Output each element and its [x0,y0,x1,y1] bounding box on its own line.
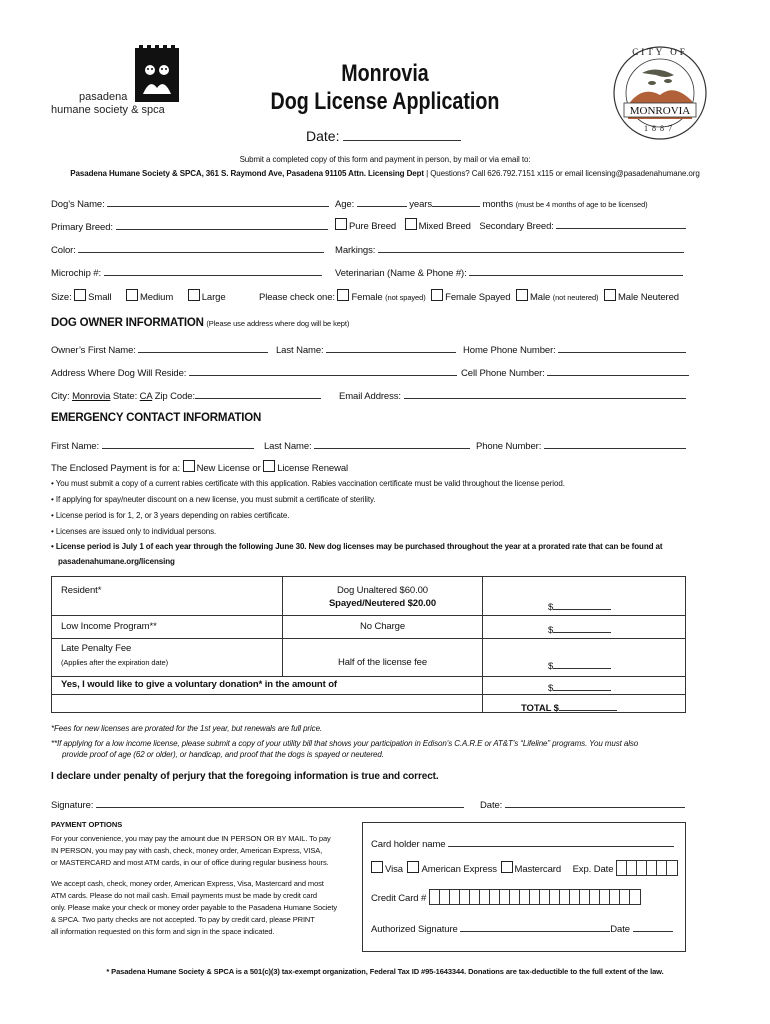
submit-instructions: Submit a completed copy of this form and payment in person, by mail or via email to: [239,155,531,164]
new-license-label: New License or [196,463,261,474]
signature-date-field[interactable] [505,796,685,808]
late-fee-note: (Applies after the expiration date) [61,658,168,667]
male-neutered-label: Male Neutered [617,292,679,303]
size-small-label: Small [88,292,112,303]
seal-name: MONROVIA [629,105,691,117]
seal-top-text: CITY OF [632,47,688,57]
org-name-line2: humane society & spca [51,104,165,116]
bullet-item: • If applying for spay/neuter discount on a new license, you must submit a certificate of sterility. [51,495,376,504]
months-note: (must be 4 months of age to be licensed) [515,200,648,209]
pure-breed-checkbox[interactable] [335,218,347,230]
secondary-breed-field[interactable] [556,217,686,229]
unaltered-fee: Dog Unaltered $60.00 [337,585,428,596]
renewal-checkbox[interactable] [263,460,275,472]
emergency-first-name-field[interactable] [102,437,254,449]
state-value: CA [139,391,153,402]
not-spayed-note: (not spayed) [385,293,426,302]
fees-note: *Fees for new licenses are prorated for the 1st year, but renewals are full price. [51,724,323,733]
male-label: Male [529,292,551,303]
fee-table [51,576,686,713]
microchip-field[interactable] [104,264,322,276]
city-value: Monrovia [72,391,111,402]
zip-label: Zip Code: [154,391,195,402]
page-title: Dog License Application [270,88,500,115]
emergency-phone-label: Phone Number: [476,441,542,452]
male-checkbox[interactable] [516,289,528,301]
owner-heading-note: (Please use address where dog will be kept) [206,319,350,328]
emergency-phone-field[interactable] [544,437,686,449]
dollar-sign: $ [548,661,554,672]
size-large-label: Large [201,292,226,303]
markings-field[interactable] [378,241,684,253]
late-amount-field[interactable] [553,657,611,669]
card-holder-label: Card holder name [371,839,446,850]
credit-card-field[interactable] [429,889,641,905]
seal-year: 1887 [644,124,676,133]
authorized-signature-field[interactable] [460,920,610,932]
signature-date-label: Date: [480,800,503,811]
total-label: TOTAL $ [521,703,559,714]
amex-checkbox[interactable] [407,861,419,873]
address-field[interactable] [189,364,457,376]
cell-phone-field[interactable] [547,364,689,376]
authorized-signature-label: Authorized Signature [371,924,458,935]
signature-label: Signature: [51,800,94,811]
emergency-section-heading: EMERGENCY CONTACT INFORMATION [51,412,262,424]
bullet-item: • License period is for 1, 2, or 3 years depending on rabies certificate. [51,511,290,520]
city-label: City: [51,391,70,402]
resident-amount-field[interactable] [553,598,611,610]
mastercard-label: Mastercard [514,864,562,875]
payment-text-line: ATM cards. Please do not mail cash. Email payments must be made by credit card [51,891,317,900]
exp-date-field[interactable] [616,860,678,876]
dog-name-label: Dog’s Name: [51,199,105,210]
payment-options-heading: PAYMENT OPTIONS [51,820,123,829]
org-name-line1: pasadena [79,91,128,103]
payment-for-label: The Enclosed Payment is for a: [51,463,181,474]
primary-breed-field[interactable] [116,218,328,230]
low-income-note-line1: **If applying for a low income license, please submit a copy of your utility bill that shows your participation in Edison’s C.A.R.E or AT&T’s “Lifeline” programs. You must also [51,739,639,748]
questions-contact: Questions? Call 626.792.7151 x115 or email licensing@pasadenahumane.org [430,169,700,178]
payment-text-line: & SPCA. Two party checks are not accepted. To pay by credit card, please PRINT [51,915,315,924]
credit-card-label: Credit Card # [371,893,427,904]
credit-card-box [362,822,686,952]
years-label: years [409,199,432,210]
amex-label: American Express [421,864,497,875]
bullet-item-bold: • License period is July 1 of each year through the following June 30. New dog licenses may be purchased throughout the year at a prorated rate that can be found at [51,542,663,551]
title-line1: Monrovia [341,60,429,87]
cell-phone-label: Cell Phone Number: [461,368,545,379]
secondary-breed-label: Secondary Breed: [479,221,554,232]
color-label: Color: [51,245,76,256]
months-label: months [482,199,514,210]
pure-breed-label: Pure Breed [349,221,397,232]
emergency-first-name-label: First Name: [51,441,99,452]
owner-last-name-field[interactable] [326,341,456,353]
female-spayed-label: Female Spayed [445,292,511,303]
no-charge-label: No Charge [359,621,406,632]
submit-address: Pasadena Humane Society & SPCA, 361 S. Raymond Ave, Pasadena 91105 Attn. Licensing Dept [70,169,424,178]
owner-first-name-label: Owner’s First Name: [51,345,136,356]
dollar-sign: $ [548,602,554,613]
payment-text-line: For your convenience, you may pay the amount due IN PERSON OR BY MAIL. To pay [51,834,331,843]
mixed-breed-checkbox[interactable] [405,218,417,230]
age-label: Age: [335,199,355,210]
resident-label: Resident* [61,585,102,596]
auth-date-label: Date [610,924,630,935]
size-medium-checkbox[interactable] [126,289,138,301]
visa-checkbox[interactable] [371,861,383,873]
size-medium-label: Medium [139,292,174,303]
licensing-url: pasadenahumane.org/licensing [58,557,175,566]
donation-amount-field[interactable] [553,679,611,691]
visa-label: Visa [385,864,403,875]
payment-text-line: We accept cash, check, money order, American Express, Visa, Mastercard and most [51,879,324,888]
perjury-declaration: I declare under penalty of perjury that the foregoing information is true and correct. [51,771,439,782]
dog-name-field[interactable] [107,195,329,207]
owner-last-name-label: Last Name: [276,345,324,356]
half-fee-label: Half of the license fee [337,657,428,668]
tax-exempt-footer: * Pasadena Humane Society & SPCA is a 501(c)(3) tax-exempt organization, Federal Tax ID #95-1643344. Donations are tax-deductible to the full extent of the law. [106,967,664,976]
payment-text-line: IN PERSON, you may pay with cash, check, money order, American Express, VISA, [51,846,323,855]
zip-field[interactable] [195,387,321,399]
date-label: Date: [306,128,340,144]
home-phone-label: Home Phone Number: [463,345,556,356]
mastercard-checkbox[interactable] [501,861,513,873]
dollar-sign: $ [548,625,554,636]
emergency-last-name-label: Last Name: [264,441,312,452]
owner-first-name-field[interactable] [138,341,268,353]
email-field[interactable] [404,387,686,399]
age-months-field[interactable] [432,195,480,207]
auth-date-field[interactable] [633,920,673,932]
female-spayed-checkbox[interactable] [431,289,443,301]
email-label: Email Address: [339,391,401,402]
vet-label: Veterinarian (Name & Phone #): [335,268,467,279]
address-label: Address Where Dog Will Reside: [51,368,187,379]
microchip-label: Microchip #: [51,268,102,279]
low-income-label: Low Income Program** [61,621,157,632]
size-small-checkbox[interactable] [74,289,86,301]
donation-label: Yes, I would like to give a voluntary donation* in the amount of [61,679,337,690]
header-date-field[interactable] [343,129,461,141]
mixed-breed-label: Mixed Breed [418,221,471,232]
low-income-note-line2: provide proof of age (62 or older), or handicap, and proof that the dogs is spayed or neutered. [62,750,384,759]
bullet-item: • You must submit a copy of a current rabies certificate with this application. Rabies vaccination certificate must be valid throughout the license period. [51,479,565,488]
not-neutered-note: (not neutered) [552,293,599,302]
new-license-checkbox[interactable] [183,460,195,472]
total-amount-field[interactable] [559,699,617,711]
payment-text-line: only. Please make your check or money order payable to the Pasadena Humane Society [51,903,337,912]
check-one-label: Please check one: [259,292,335,303]
color-field[interactable] [78,241,324,253]
size-large-checkbox[interactable] [188,289,200,301]
male-neutered-checkbox[interactable] [604,289,616,301]
signature-field[interactable] [96,796,464,808]
card-holder-field[interactable] [448,835,674,847]
spayed-fee: Spayed/Neutered $20.00 [328,598,437,609]
late-fee-label: Late Penalty Fee [61,643,132,654]
low-income-amount-field[interactable] [553,621,611,633]
renewal-label: License Renewal [277,463,349,474]
emergency-last-name-field[interactable] [314,437,470,449]
vet-field[interactable] [469,264,683,276]
female-checkbox[interactable] [337,289,349,301]
exp-date-label: Exp. Date [572,864,614,875]
bullet-item: • Licenses are issued only to individual persons. [51,527,217,536]
size-label: Size: [51,292,72,303]
female-label: Female [351,292,383,303]
payment-text-line: or MASTERCARD and most ATM cards, in our of office during regular business hours. [51,858,329,867]
primary-breed-label: Primary Breed: [51,222,113,233]
home-phone-field[interactable] [558,341,686,353]
markings-label: Markings: [335,245,376,256]
dollar-sign: $ [548,683,554,694]
age-years-field[interactable] [357,195,407,207]
owner-section-heading: DOG OWNER INFORMATION [51,317,204,329]
state-label: State: [112,391,138,402]
payment-text-line: all information requested on this form and sign in the space indicated. [51,927,275,936]
logo-icon [133,44,181,104]
